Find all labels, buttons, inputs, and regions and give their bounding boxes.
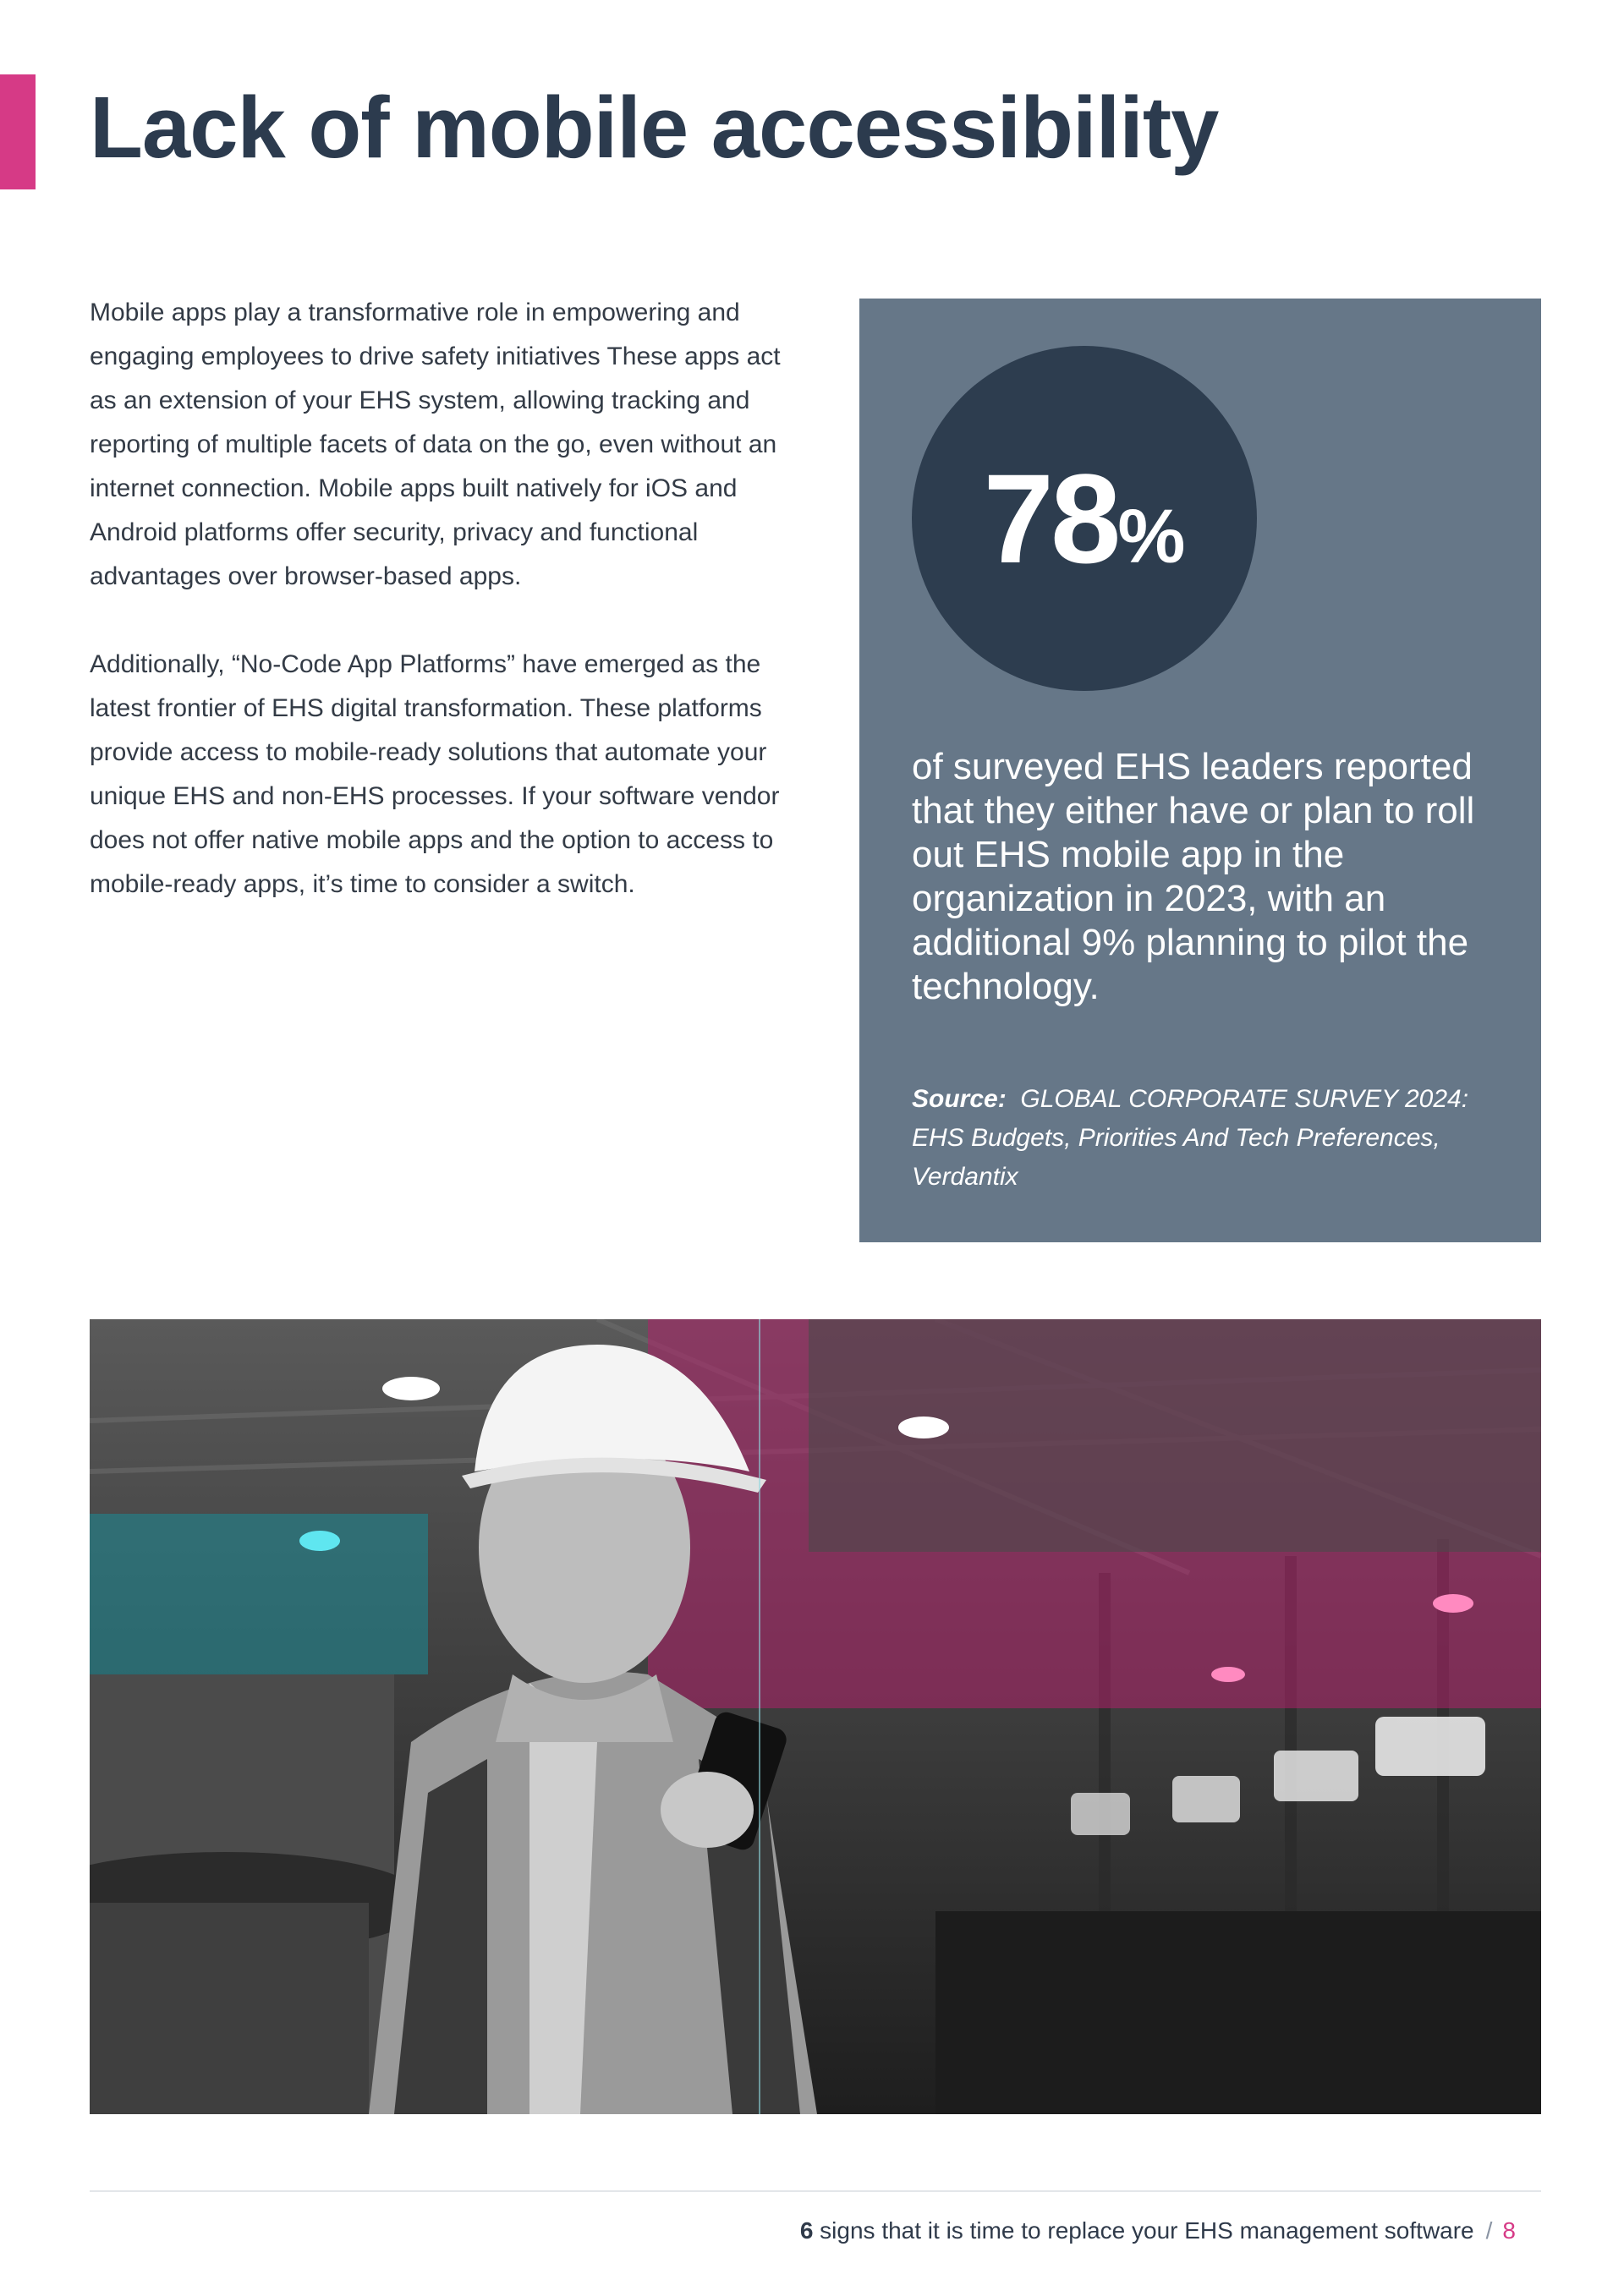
worker-photo — [90, 1319, 1541, 2114]
page-number: 8 — [1502, 2217, 1516, 2244]
stat-value — [984, 446, 1186, 592]
page-title: Lack of mobile accessibility — [90, 79, 1219, 176]
worker-photo-illustration — [90, 1319, 1541, 2114]
stat-description: of surveyed EHS leaders reported that they either have or plan to roll out EHS mobile app in the organization in 2023, with an additional 9% planning to pilot the technology. — [912, 746, 1475, 1007]
footer-separator: / — [1485, 2217, 1493, 2244]
stat-circle — [912, 346, 1257, 691]
body-paragraph-1: Mobile apps play a transformative role in empowering and engaging employees to drive safety initiatives These apps act as an extension of your EHS system, allowing tracking and reporting of multiple facets of data on the go, even without an internet connection. Mobile apps built natively for iOS and Android platforms offer security, privacy and functional advantages over browser-based apps. — [90, 299, 781, 590]
source-label: Source: — [912, 1085, 1007, 1113]
footer-text: signs that it is time to replace your EHS management software — [820, 2217, 1474, 2244]
body-paragraph-2: Additionally, “No-Code App Platforms” have emerged as the latest frontier of EHS digital transformation. These platforms provide access to mobile-ready solutions that automate your unique EHS and non-EHS processes. If your software vendor does not offer native mobile apps and the option to access to mobile-ready apps, it’s time to consider a switch. — [90, 650, 780, 898]
source-text: GLOBAL CORPORATE SURVEY 2024: EHS Budgets, Priorities And Tech Preferences, Verdantix — [912, 1085, 1469, 1191]
footer — [800, 2217, 1516, 2244]
stat-source — [912, 1080, 1521, 1197]
stat-number: 78 — [983, 447, 1118, 589]
stat-unit: % — [1117, 494, 1186, 579]
footer-divider — [90, 2190, 1541, 2192]
body-text — [90, 291, 783, 951]
stat-panel — [859, 299, 1541, 1242]
footer-number: 6 — [799, 2217, 814, 2244]
accent-bar — [0, 74, 36, 189]
